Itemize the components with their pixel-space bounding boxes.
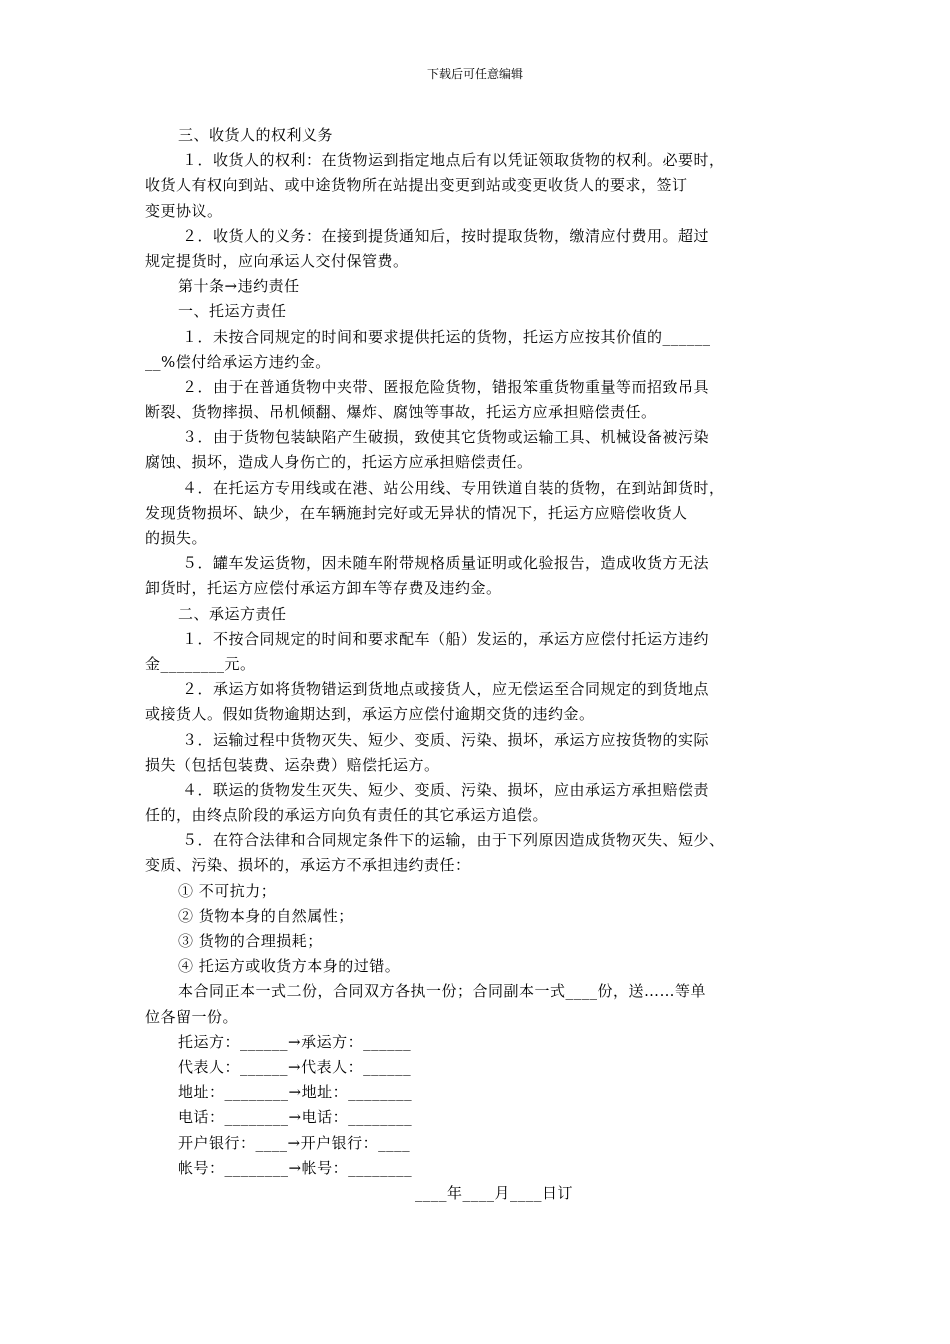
text-line: １．不按合同规定的时间和要求配车（船）发运的，承运方应偿付托运方违约 (182, 629, 710, 648)
contract-body (145, 123, 765, 1206)
text-line: ③ 货物的合理损耗； (178, 932, 323, 950)
text-line: 一、托运方责任 (178, 302, 287, 321)
text-line: 金________元。 (145, 654, 256, 673)
text-line: ２．收货人的义务：在接到提货通知后，按时提取货物，缴清应付费用。超过 (182, 226, 710, 245)
text-line: ① 不可抗力； (178, 881, 277, 900)
text-line: ５．在符合法律和合同规定条件下的运输，由于下列原因造成货物灭失、短少、 (182, 831, 725, 850)
text-line: 的损失。 (145, 529, 208, 547)
text-line: 开户银行：____→开户银行：____ (178, 1133, 411, 1152)
text-line: ５．罐车发运货物，因未随车附带规格质量证明或化验报告，造成收货方无法 (182, 554, 710, 573)
text-line: 损失（包括包装费、运杂费）赔偿托运方。 (145, 755, 440, 774)
text-line: ② 货物本身的自然属性； (178, 906, 354, 925)
text-line: 地址：________→地址：________ (178, 1083, 413, 1102)
text-line: ④ 托运方或收货方本身的过错。 (178, 957, 401, 976)
text-line: ３．运输过程中货物灭失、短少、变质、污染、损坏，承运方应按货物的实际 (182, 730, 710, 749)
text-line: 变更协议。 (145, 201, 223, 220)
text-line: 代表人：______→代表人：______ (178, 1057, 412, 1076)
text-line: ２．由于在普通货物中夹带、匿报危险货物，错报笨重货物重量等而招致吊具 (182, 377, 710, 396)
text-line: 任的，由终点阶段的承运方向负有责任的其它承运方追偿。 (145, 806, 549, 825)
text-line: ３．由于货物包装缺陷产生破损，致使其它货物或运输工具、机械设备被污染 (182, 428, 710, 447)
text-line: ４．联运的货物发生灭失、短少、变质、污染、损坏，应由承运方承担赔偿责 (182, 780, 710, 799)
text-line: 规定提货时，应向承运人交付保管费。 (145, 251, 409, 270)
text-line: 位各留一份。 (145, 1007, 239, 1026)
text-line: ２．承运方如将货物错运到货地点或接货人，应无偿运至合同规定的到货地点 (182, 680, 710, 699)
text-line: 托运方：______→承运方：______ (178, 1032, 412, 1051)
text-line: 变质、污染、损坏的，承运方不承担违约责任： (145, 856, 471, 875)
text-line: 本合同正本一式二份，合同双方各执一份；合同副本一式____份，送……等单 (178, 982, 707, 1001)
text-line: １．收货人的权利：在货物运到指定地点后有以凭证领取货物的权利。必要时， (182, 151, 725, 170)
text-line: 二、承运方责任 (178, 604, 287, 623)
text-line: 电话：________→电话：________ (178, 1108, 413, 1127)
text-line: 卸货时，托运方应偿付承运方卸车等存费及违约金。 (145, 579, 502, 598)
text-line: 腐蚀、损坏，造成人身伤亡的，托运方应承担赔偿责任。 (145, 453, 533, 472)
text-line: 帐号：________→帐号：________ (178, 1158, 413, 1177)
text-line: __%偿付给承运方违约金。 (145, 352, 331, 371)
text-line: ____年____月____日订 (415, 1183, 574, 1202)
text-line: 收货人有权向到站、或中途货物所在站提出变更到站或变更收货人的要求，签订 (145, 176, 688, 195)
text-line: １．未按合同规定的时间和要求提供托运的货物，托运方应按其价值的______ (182, 327, 711, 346)
text-line: 三、收货人的权利义务 (178, 126, 334, 144)
text-line: ４．在托运方专用线或在港、站公用线、专用铁道自装的货物，在到站卸货时， (182, 478, 725, 497)
text-line: 断裂、货物摔损、吊机倾翻、爆炸、腐蚀等事故，托运方应承担赔偿责任。 (145, 403, 657, 422)
text-line: 或接货人。假如货物逾期达到，承运方应偿付逾期交货的违约金。 (145, 705, 595, 724)
page-header: 下载后可任意编辑 (426, 67, 523, 81)
text-line: 第十条→违约责任 (178, 277, 300, 296)
text-line: 发现货物损坏、缺少，在车辆施封完好或无异状的情况下，托运方应赔偿收货人 (145, 503, 688, 522)
